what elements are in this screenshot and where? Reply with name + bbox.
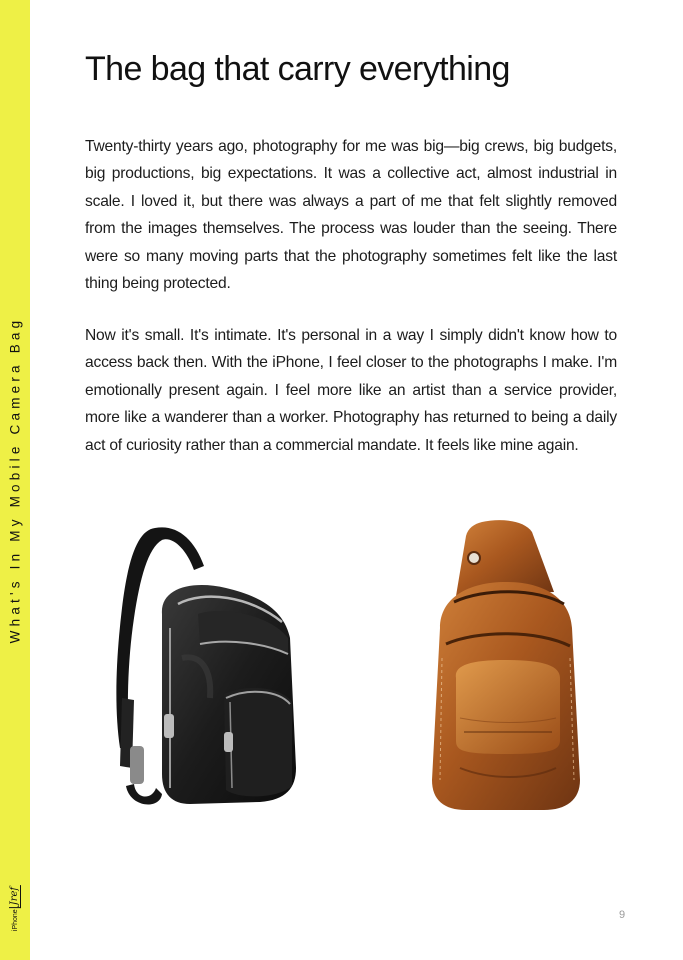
page-heading: The bag that carry everything: [85, 50, 510, 88]
brand-logo-text: iPhone: [11, 909, 19, 932]
black-sling-bag-image: [100, 518, 300, 818]
body-paragraph-1: Twenty-thirty years ago, photography for me was big—big crews, big budgets, big productions, big expectations. It was a collective act, almost industrial in scale. I loved it, but there was always a part of me that felt slightly removed from the images themselves. The process was louder than the seeing. There were so many moving parts that the photography sometimes felt like the last thing being protected.: [85, 138, 617, 293]
page-number: 9: [619, 909, 626, 921]
brand-logo: [9, 885, 21, 931]
body-paragraph-2: Now it's small. It's intimate. It's personal in a way I simply didn't know how to access back then. With the iPhone, I feel closer to the photographs I make. I'm emotionally present again. I feel more like an artist than a service provider, more like a wanderer than a worker. Photography has returned to being a daily act of curiosity rather than a commercial mandate. It feels like mine again.: [85, 327, 617, 454]
brand-logo-signature: Jref: [9, 885, 21, 908]
sidebar-book-title: What's In My Mobile Camera Bag: [7, 316, 23, 644]
brown-sling-bag-image: [420, 518, 590, 818]
